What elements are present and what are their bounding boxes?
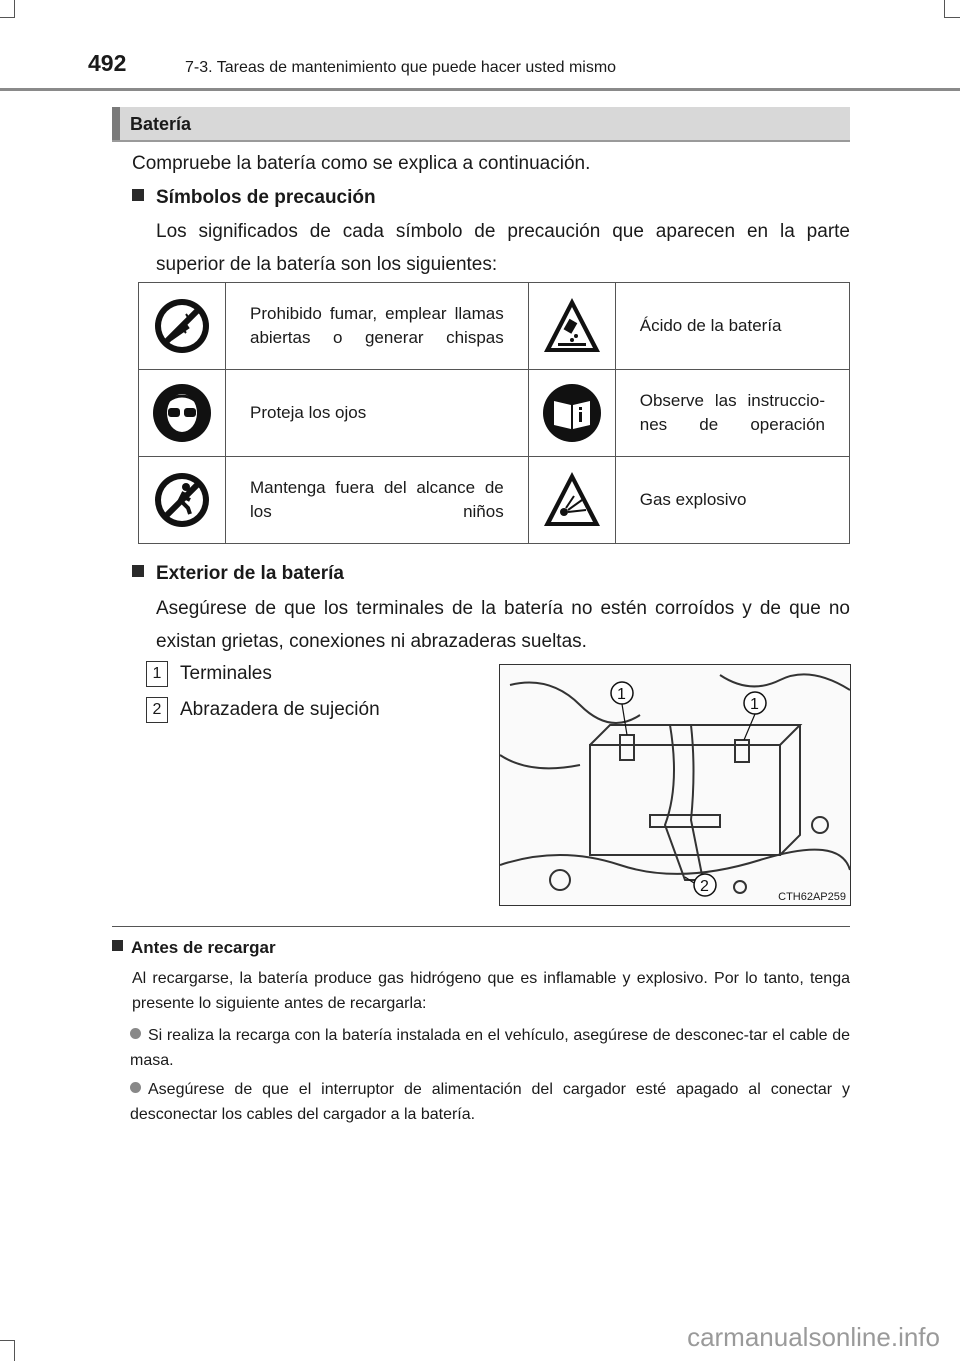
symbols-table [138,282,850,544]
symbols-heading-text: Símbolos de precaución [156,187,376,208]
symbol-cell [139,283,226,370]
image-code: CTH62AP259 [778,891,846,903]
list-item-label: Terminales [180,663,272,684]
bullet-dot-icon [130,1082,141,1093]
explosive-gas-icon [542,470,602,530]
list-item [146,693,380,726]
square-bullet-icon [112,940,123,951]
svg-text:2: 2 [700,878,709,895]
list-item [146,657,272,690]
symbols-heading [132,181,376,214]
note-bullet-text: Si realiza la recarga con la batería instalada en el vehículo, asegúrese de desconec-tar el cable de masa. [130,1027,850,1069]
note-bullet [130,1023,850,1073]
note-heading [112,938,276,958]
note-bullet-text: Asegúrese de que el interruptor de alimentación del cargador esté apagado al conectar y desconectar los cables del cargador a la batería. [130,1081,850,1123]
section-bar [112,107,120,140]
crop-mark [14,1340,15,1361]
intro-text: Compruebe la batería como se explica a continuación. [132,153,591,174]
symbol-label: Prohibido fumar, emplear llamas abiertas o generar chispas [226,283,529,370]
symbol-label: Mantenga fuera del alcance de los niños [226,457,529,544]
callout-number: 2 [146,697,168,723]
crop-mark [14,0,15,18]
exterior-text: Asegúrese de que los terminales de la batería no estén corroídos y de que no existan grietas, conexiones ni abrazaderas sueltas. [156,598,850,652]
exterior-heading [132,557,344,590]
crop-mark [944,17,960,18]
symbol-cell [528,283,615,370]
battery-acid-icon [542,296,602,356]
section-title: Batería [130,114,192,134]
symbol-cell [528,457,615,544]
battery-drawing [500,665,850,905]
eye-protection-icon [152,383,212,443]
no-smoking-icon [152,296,212,356]
divider [112,926,850,927]
square-bullet-icon [132,565,144,577]
symbol-label: Observe las instruccio-nes de operación [615,370,849,457]
symbols-text: Los significados de cada símbolo de precaución que aparecen en la parte superior de la batería son los siguientes: [156,221,850,275]
callout-number: 1 [146,661,168,687]
table-row [139,283,850,370]
read-manual-icon [542,383,602,443]
note-bullet [130,1077,850,1127]
exterior-heading-text: Exterior de la batería [156,563,344,584]
symbol-cell [139,370,226,457]
chapter-title: 7-3. Tareas de mantenimiento que puede hacer usted mismo [185,59,617,76]
keep-away-children-icon [152,470,212,530]
note-heading-text: Antes de recargar [131,938,276,957]
symbol-label: Ácido de la batería [615,283,849,370]
note-text: Al recargarse, la batería produce gas hidrógeno que es inflamable y explosivo. Por lo tanto, tenga presente lo siguiente antes de recargarla: [132,970,850,1012]
svg-text:1: 1 [750,696,759,713]
watermark: carmanualsonline.info [687,1322,940,1352]
symbol-cell [528,370,615,457]
list-item-label: Abrazadera de sujeción [180,699,380,720]
crop-mark [0,1340,14,1341]
page-number: 492 [88,50,127,76]
symbol-label: Proteja los ojos [226,370,529,457]
header-rule [0,88,960,91]
symbol-label: Gas explosivo [615,457,849,544]
battery-illustration [499,664,851,906]
crop-mark [0,17,14,18]
square-bullet-icon [132,189,144,201]
svg-text:1: 1 [617,686,626,703]
crop-mark [944,0,945,18]
table-row [139,457,850,544]
table-row [139,370,850,457]
symbol-cell [139,457,226,544]
section-banner [112,107,850,142]
bullet-dot-icon [130,1028,141,1039]
